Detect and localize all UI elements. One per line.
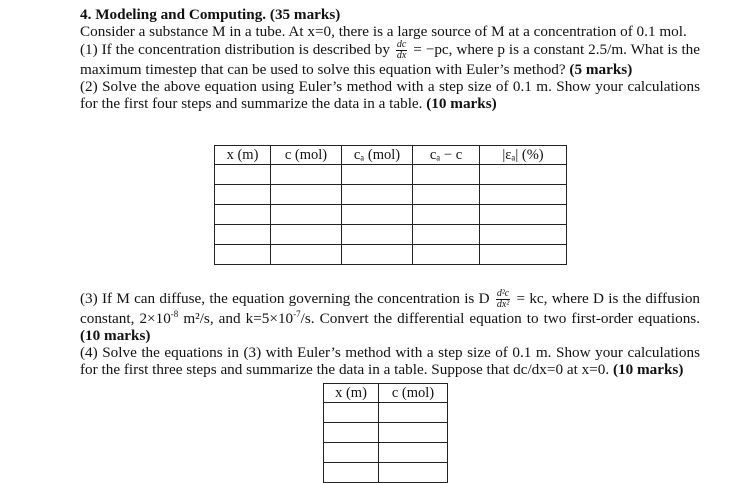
- table-cell: [342, 205, 413, 225]
- table-cell: [480, 205, 567, 225]
- dc-dx-fraction: $\frac{dc}{dx}$: [396, 39, 407, 61]
- table-cell: [271, 205, 342, 225]
- euler-table-2: [323, 383, 448, 483]
- table-row: [324, 403, 448, 423]
- table-cell: [324, 423, 379, 443]
- table-row: [324, 463, 448, 483]
- table-row: [215, 225, 567, 245]
- table-row: [215, 165, 567, 185]
- question-block: [80, 6, 700, 112]
- part-2: (2) Solve the above equation using Euler’s method with a step size of 0.1 m. Show your calculations for the first four steps and summarize the data in a table. (10 marks): [80, 78, 700, 112]
- part-3: (3) If M can diffuse, the equation governing the concentration is D $\frac{\text{d²c}}{\text{dx²}}$ = kc, where D is the diffusion constant, $2\times 10^{-8}$ m²/s, and $k=5\times 10^{-7}/s$. Convert the differential equation to two first-order equations. (10 marks): [80, 288, 701, 344]
- table-cell: [379, 443, 448, 463]
- table-cell: [342, 245, 413, 265]
- table-cell: [379, 423, 448, 443]
- table-cell: [342, 225, 413, 245]
- table-cell: [413, 205, 480, 225]
- question-block-2: [80, 289, 700, 378]
- table2-header: x (m): [324, 384, 379, 403]
- table1-header: |εₐ| (%): [480, 146, 567, 165]
- question-intro: Consider a substance M in a tube. At x=0, there is a large source of M at a concentration of 0.1 mol.: [80, 23, 687, 40]
- table2-header: c (mol): [379, 384, 448, 403]
- table-row: [324, 423, 448, 443]
- table-row: [215, 185, 567, 205]
- table-cell: [480, 225, 567, 245]
- table1-header: c (mol): [271, 146, 342, 165]
- table-cell: [480, 185, 567, 205]
- question-heading: 4. Modeling and Computing. (35 marks): [80, 6, 341, 23]
- euler-table-1: [214, 145, 567, 265]
- table1-header: cₐ − c: [413, 146, 480, 165]
- table-cell: [379, 403, 448, 423]
- table-cell: [413, 225, 480, 245]
- table-cell: [271, 245, 342, 265]
- table-row: [215, 245, 567, 265]
- table-row: [215, 205, 567, 225]
- table-cell: [480, 165, 567, 185]
- table-cell: [215, 245, 271, 265]
- table-cell: [342, 165, 413, 185]
- table-row: [324, 443, 448, 463]
- table1-header: cₐ (mol): [342, 146, 413, 165]
- table-cell: [324, 443, 379, 463]
- table-cell: [215, 205, 271, 225]
- table-cell: [215, 165, 271, 185]
- table-cell: [271, 185, 342, 205]
- table-cell: [271, 225, 342, 245]
- table-cell: [324, 403, 379, 423]
- table-cell: [215, 225, 271, 245]
- table-cell: [324, 463, 379, 483]
- table-cell: [215, 185, 271, 205]
- table-cell: [413, 165, 480, 185]
- table-cell: [379, 463, 448, 483]
- part-4: (4) Solve the equations in (3) with Euler’s method with a step size of 0.1 m. Show your calculations for the first three steps and summarize the data in a table. Suppose that dc/dx=0 at x=0. (10 marks): [80, 344, 700, 378]
- table-cell: [413, 245, 480, 265]
- table-cell: [413, 185, 480, 205]
- part-1: (1) If the concentration distribution is described by $\frac{dc}{dx}$ = −pc, where p is a constant 2.5/m. What is the maximum timestep that can be used to solve this equation with Euler’s method? (5 marks): [80, 39, 700, 78]
- table-cell: [342, 185, 413, 205]
- table-cell: [271, 165, 342, 185]
- table1-header: x (m): [215, 146, 271, 165]
- table-cell: [480, 245, 567, 265]
- d2c-dx2-fraction: $\frac{\text{d²c}}{\text{dx²}}$: [496, 288, 510, 310]
